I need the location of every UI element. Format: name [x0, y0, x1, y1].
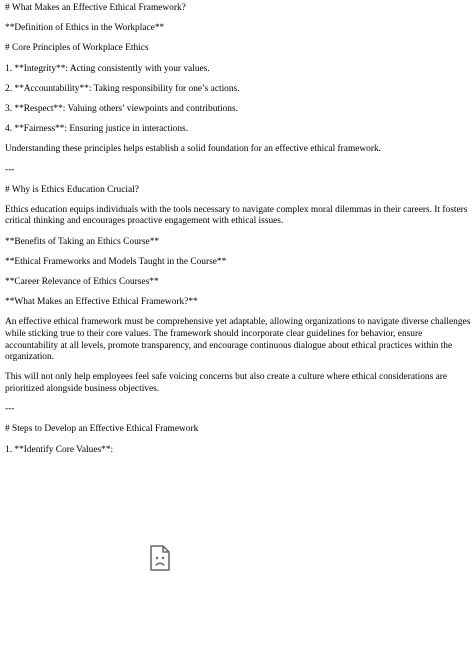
bold-heading-line: **Definition of Ethics in the Workplace**	[5, 23, 165, 34]
heading-line: # Steps to Develop an Effective Ethical Framework	[5, 424, 199, 435]
bold-heading-line: **Career Relevance of Ethics Courses**	[5, 277, 159, 288]
paragraph: Ethics education equips individuals with the tools necessary to navigate complex moral dilemmas in their careers. It fosters critical thinking and encourages proactive engagement with ethical issues.	[5, 204, 468, 227]
list-item: 3. **Respect**: Valuing others’ viewpoints and contributions.	[5, 103, 238, 114]
broken-image-icon	[149, 545, 171, 571]
broken-image-outline	[151, 546, 169, 570]
paragraph: An effective ethical framework must be comprehensive yet adaptable, allowing organizations to navigate diverse challenges while sticking true to their core values. The framework should incorporate clear guidelines for behavior, ensure accountability at all levels, promote transparency, and encourage continuous dialogue about ethical practices within the organization.	[5, 317, 471, 363]
list-item: 1. **Identify Core Values**:	[5, 444, 114, 455]
list-item: 1. **Integrity**: Acting consistently with your values.	[5, 63, 210, 74]
broken-image-mouth	[156, 563, 164, 565]
heading-line: # What Makes an Effective Ethical Framework?	[5, 3, 186, 13]
document-body	[5, 3, 473, 465]
list-item: 4. **Fairness**: Ensuring justice in interactions.	[5, 124, 189, 135]
bold-heading-line: **What Makes an Effective Ethical Framework?**	[5, 297, 198, 308]
heading-line: # Core Principles of Workplace Ethics	[5, 43, 149, 54]
broken-image-eye-right	[162, 557, 164, 559]
separator-line: ---	[5, 404, 15, 415]
paragraph: This will not only help employees feel safe voicing concerns but also create a culture where ethical considerations are prioritized alongside business objectives.	[5, 372, 448, 394]
paragraph: Understanding these principles helps establish a solid foundation for an effective ethical framework.	[5, 144, 382, 155]
separator-line: ---	[5, 164, 15, 175]
heading-line: # Why is Ethics Education Crucial?	[5, 184, 139, 195]
bold-heading-line: **Ethical Frameworks and Models Taught in the Course**	[5, 256, 227, 267]
broken-image-eye-left	[156, 557, 158, 559]
list-item: 2. **Accountability**: Taking responsibility for one’s actions.	[5, 83, 240, 94]
bold-heading-line: **Benefits of Taking an Ethics Course**	[5, 236, 160, 247]
